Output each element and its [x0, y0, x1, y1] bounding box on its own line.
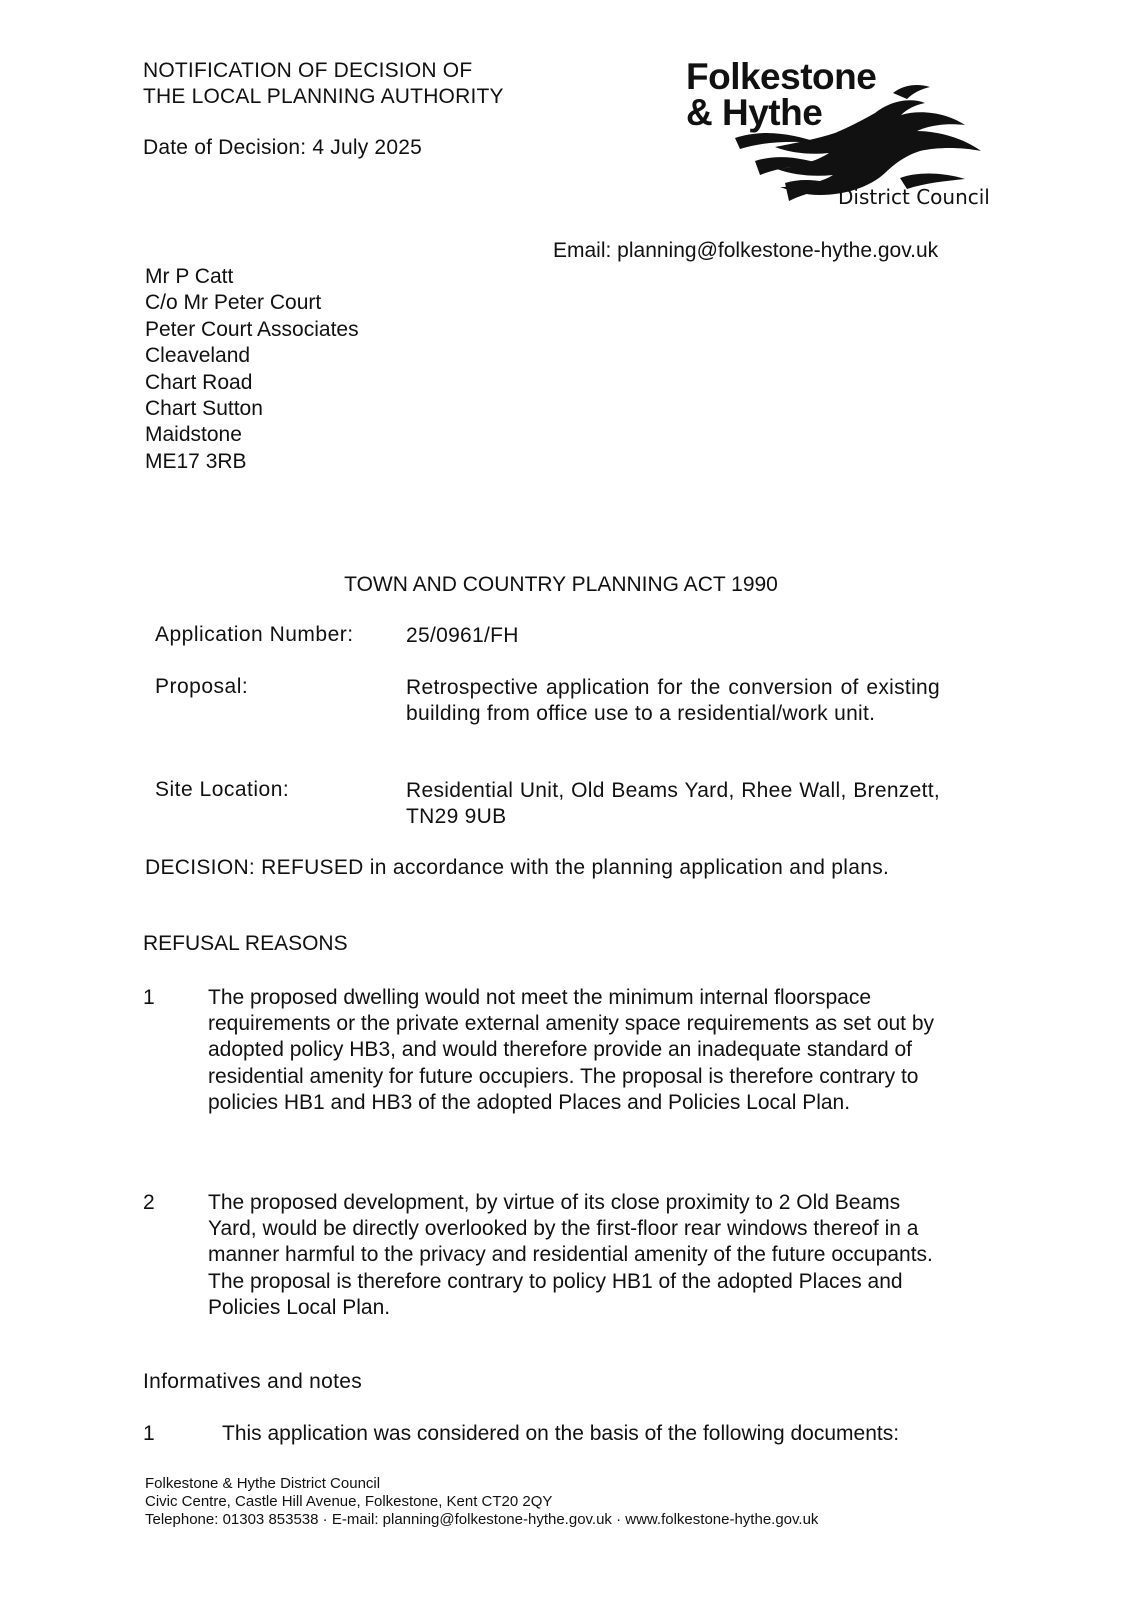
- address-line: Mr P Catt: [145, 265, 234, 288]
- reason-text: The proposed development, by virtue of its close proximity to 2 Old Beams Yard, would be directly overlooked by the first-floor rear windows thereof in a manner harmful to the privacy and residential amenity of the future occupants. The proposal is therefore contrary to policy HB1 of the adopted Places and Policies Local Plan.: [208, 1191, 933, 1319]
- date-of-decision: Date of Decision: 4 July 2025: [143, 136, 422, 159]
- informative-number: 1: [143, 1422, 155, 1445]
- address-line: Chart Sutton: [145, 397, 263, 421]
- logo-text-line1: Folkestone: [686, 56, 877, 97]
- reason-text: The proposed dwelling would not meet the minimum internal floorspace requirements or the private external amenity space requirements as set out by adopted policy HB3, and would therefore provide an inadequate standard of residential amenity for future occupiers. The proposal is therefore contrary to policies HB1 and HB3 of the adopted Places and Policies Local Plan.: [208, 986, 935, 1114]
- address-line: Peter Court Associates: [145, 317, 359, 341]
- footer-council-name: Folkestone & Hythe District Council: [145, 1475, 381, 1492]
- logo-subtitle: District Council: [838, 185, 990, 209]
- informatives-heading: Informatives and notes: [143, 1370, 363, 1393]
- application-number-label: Application Number:: [155, 623, 354, 646]
- address-line: C/o Mr Peter Court: [145, 291, 322, 315]
- notification-title-line2: THE LOCAL PLANNING AUTHORITY: [143, 85, 504, 108]
- application-number-value: 25/0961/FH: [406, 624, 519, 647]
- address-line: Maidstone: [145, 423, 242, 447]
- act-title: TOWN AND COUNTRY PLANNING ACT 1990: [344, 573, 778, 596]
- address-line: ME17 3RB: [145, 449, 247, 473]
- site-location-label: Site Location:: [155, 778, 290, 801]
- reason-number: 2: [143, 1191, 155, 1214]
- informative-text: This application was considered on the basis of the following documents:: [222, 1422, 900, 1445]
- contact-email: Email: planning@folkestone-hythe.gov.uk: [553, 239, 939, 262]
- notification-title-line1: NOTIFICATION OF DECISION OF: [143, 59, 473, 82]
- refusal-heading: REFUSAL REASONS: [143, 932, 348, 955]
- logo-text-line2: & Hythe: [686, 92, 823, 133]
- address-line: Chart Road: [145, 370, 253, 394]
- proposal-label: Proposal:: [155, 675, 249, 698]
- address-line: Cleaveland: [145, 344, 251, 368]
- council-logo: [686, 56, 1010, 218]
- footer-contact: Telephone: 01303 853538 · E-mail: planning@folkestone-hythe.gov.uk · www.folkestone-hythe.gov.uk: [145, 1511, 819, 1528]
- footer: [145, 1475, 818, 1529]
- proposal-value: Retrospective application for the conversion of existing building from office use to a residential/work unit.: [406, 676, 940, 725]
- decision-statement: DECISION: REFUSED in accordance with the planning application and plans.: [145, 856, 890, 879]
- reason-number: 1: [143, 986, 155, 1009]
- recipient-address: [145, 264, 359, 475]
- footer-address: Civic Centre, Castle Hill Avenue, Folkestone, Kent CT20 2QY: [145, 1493, 553, 1510]
- site-location-value: Residential Unit, Old Beams Yard, Rhee Wall, Brenzett, TN29 9UB: [406, 779, 940, 828]
